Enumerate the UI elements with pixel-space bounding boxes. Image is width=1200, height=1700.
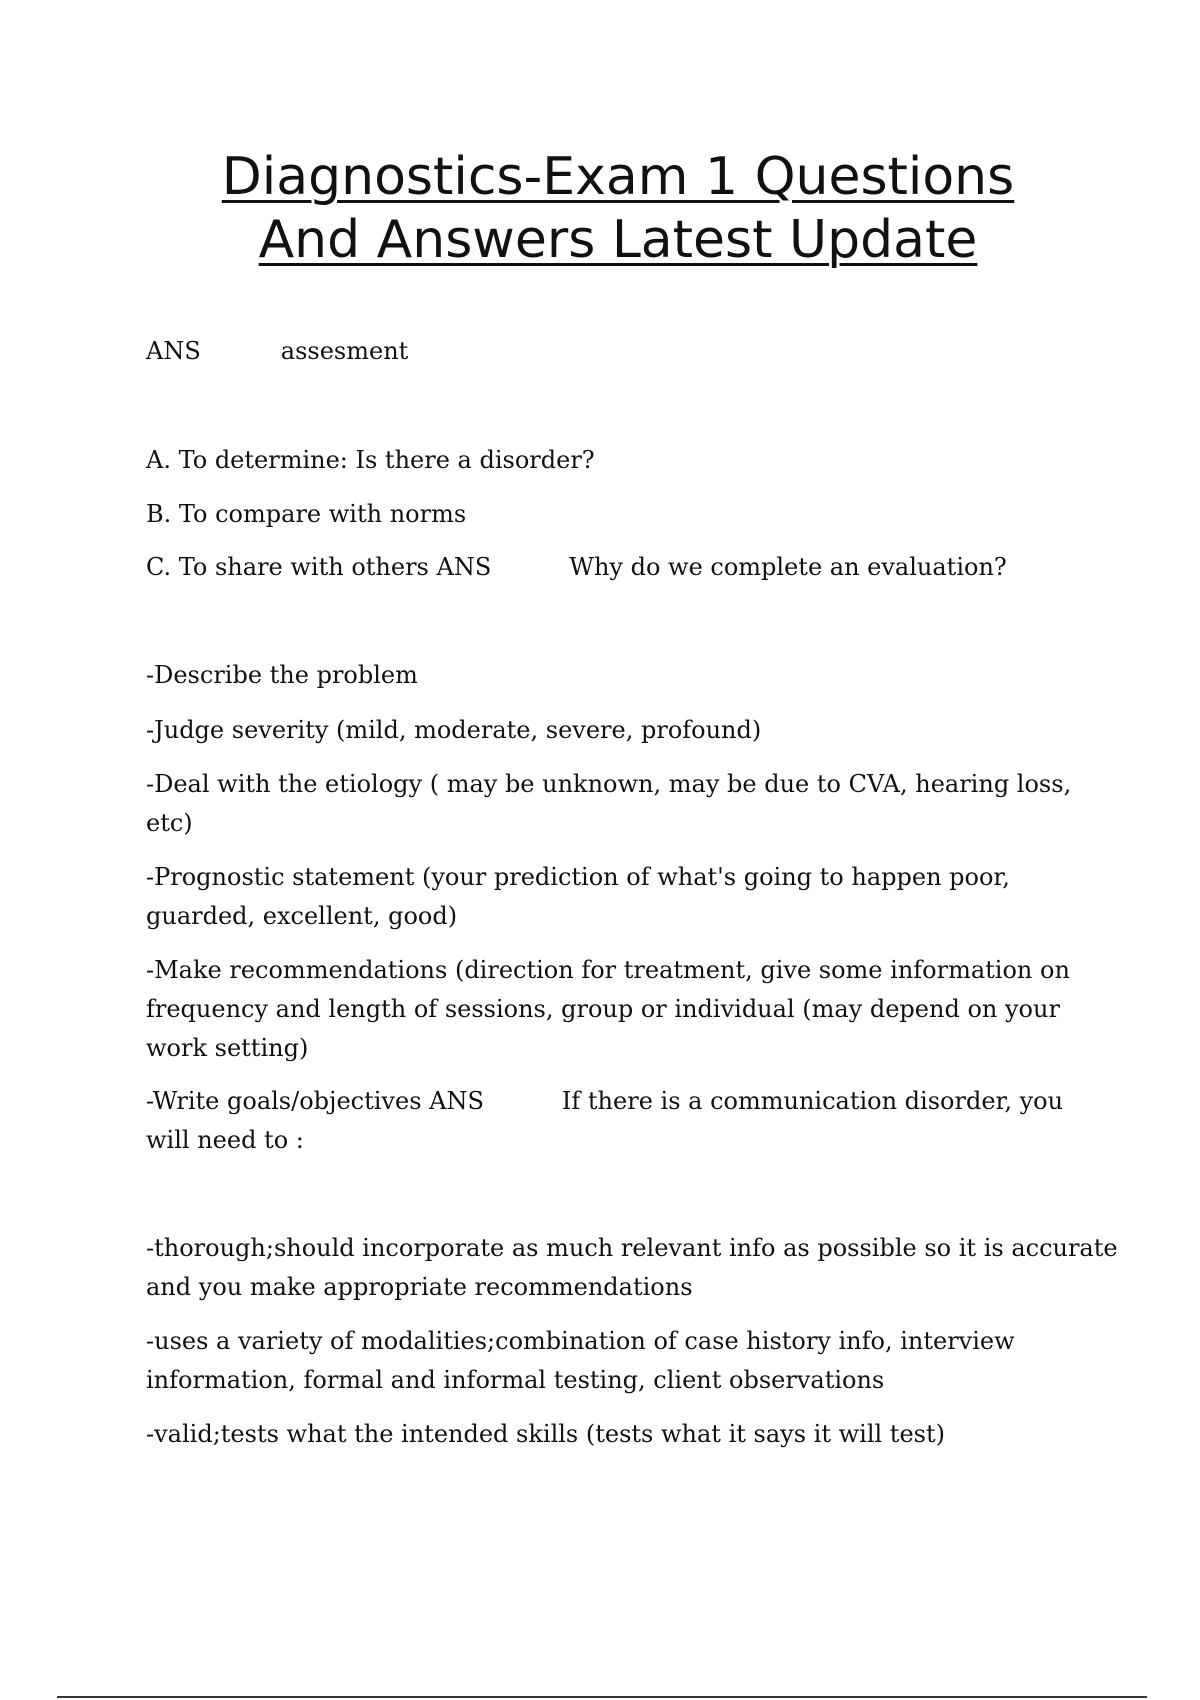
- document-title: [0, 146, 1200, 272]
- title-line-1: Diagnostics-Exam 1 Questions: [221, 147, 1015, 207]
- option-c-line: [146, 548, 1007, 587]
- list-item: -Deal with the etiology ( may be unknown, may be due to CVA, hearing loss,: [146, 770, 1072, 798]
- list-item: -valid;tests what the intended skills (tests what it says it will test): [146, 1420, 945, 1448]
- title-line-2: And Answers Latest Update: [258, 210, 978, 270]
- list-item: -Judge severity (mild, moderate, severe, profound): [146, 716, 762, 744]
- list-item-continued: etc): [146, 809, 193, 837]
- question-text: If there is a communication disorder, you: [561, 1087, 1064, 1115]
- list-item: -thorough;should incorporate as much relevant info as possible so it is accurate: [146, 1234, 1118, 1262]
- list-item-continued: information, formal and informal testing, client observations: [146, 1366, 885, 1394]
- list-item-continued: frequency and length of sessions, group or individual (may depend on your: [146, 995, 1060, 1023]
- list-item: -Write goals/objectives ANS: [146, 1087, 484, 1115]
- list-item-continued: guarded, excellent, good): [146, 902, 458, 930]
- list-item-continued: and you make appropriate recommendations: [146, 1273, 693, 1301]
- list-item: -uses a variety of modalities;combination of case history info, interview: [146, 1327, 1015, 1355]
- option-a: A. To determine: Is there a disorder?: [146, 446, 595, 474]
- list-item: -Make recommendations (direction for treatment, give some information on: [146, 956, 1070, 984]
- page-divider: [57, 1696, 1147, 1698]
- option-c: C. To share with others ANS: [146, 553, 492, 581]
- question-text-continued: will need to :: [146, 1126, 304, 1154]
- ans-label: ANS: [146, 337, 201, 365]
- option-b: B. To compare with norms: [146, 500, 467, 528]
- question-text: Why do we complete an evaluation?: [569, 553, 1007, 581]
- list-item: -Describe the problem: [146, 661, 418, 689]
- list-item-continued: work setting): [146, 1034, 309, 1062]
- list-item: -Prognostic statement (your prediction of what's going to happen poor,: [146, 863, 1010, 891]
- qa1-line: [146, 332, 408, 371]
- qa3-question-line: [146, 1082, 1063, 1121]
- answer-text: assesment: [280, 337, 409, 365]
